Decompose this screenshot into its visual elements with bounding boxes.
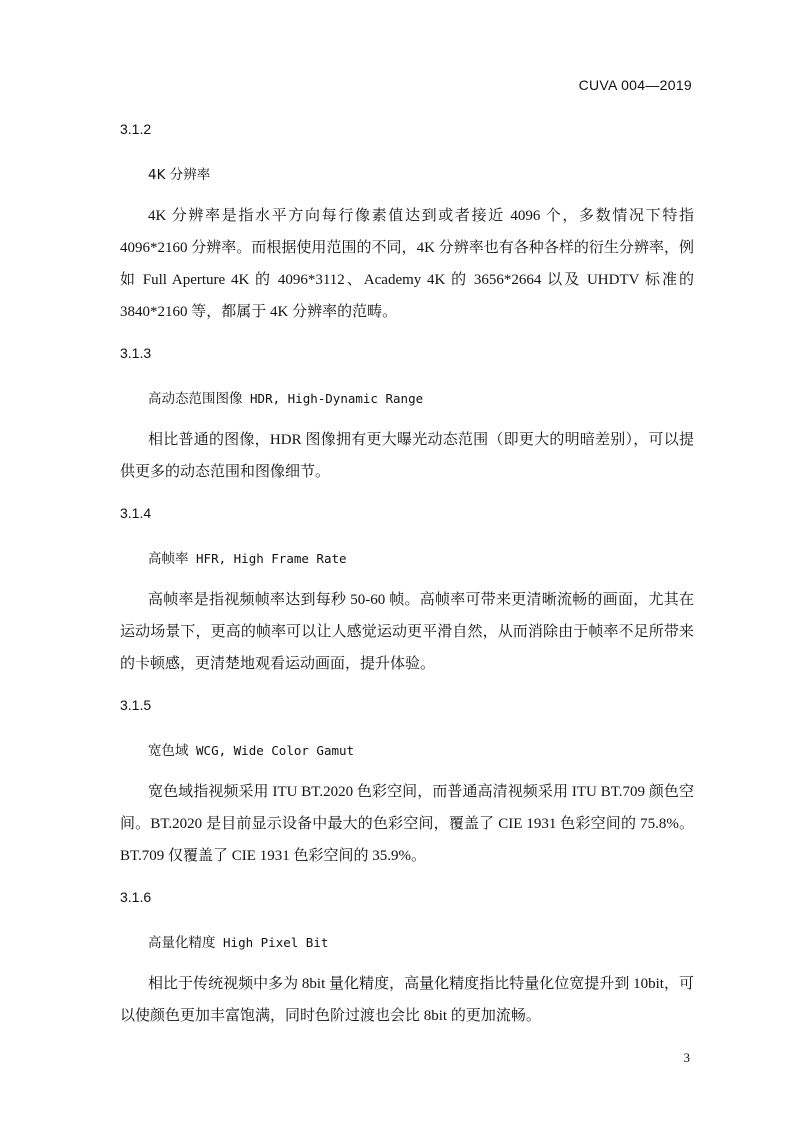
term-zh: 宽色域 [148, 743, 189, 759]
term-definition: 高帧率是指视频帧率达到每秒 50-60 帧。高帧率可带来更清晰流畅的画面，尤其在运动场景下，更高的帧率可以让人感觉运动更平滑自然，从而消除由于帧率不足所带来的卡顿感，更清楚地观看运动画面，提升体验。 [120, 592, 694, 672]
page-number: 3 [683, 1050, 690, 1065]
term-title [120, 164, 694, 186]
term-zh: 高量化精度 [148, 935, 216, 951]
document-code-header: CUVA 004—2019 [578, 77, 692, 93]
term-zh: 高帧率 [148, 551, 189, 567]
section-3-1-5 [120, 694, 694, 886]
term-en: WCG, Wide Color Gamut [188, 743, 355, 758]
term-definition: 相比普通的图像，HDR 图像拥有更大曝光动态范围（即更大的明暗差别），可以提供更多的动态范围和图像细节。 [120, 432, 694, 480]
term-definition: 相比于传统视频中多为 8bit 量化精度，高量化精度指比特量化位宽提升到 10bit，可以使颜色更加丰富饱满，同时色阶过渡也会比 8bit 的更加流畅。 [120, 976, 694, 1024]
section-3-1-3 [120, 342, 694, 502]
section-number: 3.1.3 [120, 345, 152, 361]
term-en: HFR, High Frame Rate [188, 551, 347, 566]
section-3-1-6 [120, 886, 694, 1032]
section-3-1-2 [120, 118, 694, 342]
section-3-1-4 [120, 502, 694, 694]
term-zh: 高动态范围图像 [148, 391, 243, 407]
section-number: 3.1.4 [120, 505, 152, 521]
term-title [120, 548, 694, 570]
section-number: 3.1.6 [120, 889, 152, 905]
term-en: High Pixel Bit [215, 935, 329, 950]
term-definition: 4K 分辨率是指水平方向每行像素值达到或者接近 4096 个，多数情况下特指 4096*2160 分辨率。而根据使用范围的不同，4K 分辨率也有各种各样的衍生分辨率，例如 Full Aperture 4K 的 4096*3112、Academy 4K 的 3656*2664 以及 UHDTV 标准的 3840*2160 等，都属于 4K 分辨率的范畴。 [120, 208, 694, 320]
document-body [120, 118, 694, 1032]
term-title [120, 932, 694, 954]
section-number: 3.1.5 [120, 697, 152, 713]
term-title [120, 740, 694, 762]
term-title [120, 388, 694, 410]
section-number: 3.1.2 [120, 121, 152, 137]
term-en: HDR, High-Dynamic Range [242, 391, 424, 406]
term-definition: 宽色域指视频采用 ITU BT.2020 色彩空间，而普通高清视频采用 ITU BT.709 颜色空间。BT.2020 是目前显示设备中最大的色彩空间，覆盖了 CIE 1931 色彩空间的 75.8%。BT.709 仅覆盖了 CIE 1931 色彩空间的 35.9%。 [120, 784, 694, 864]
term-zh: 4K 分辨率 [148, 167, 211, 183]
